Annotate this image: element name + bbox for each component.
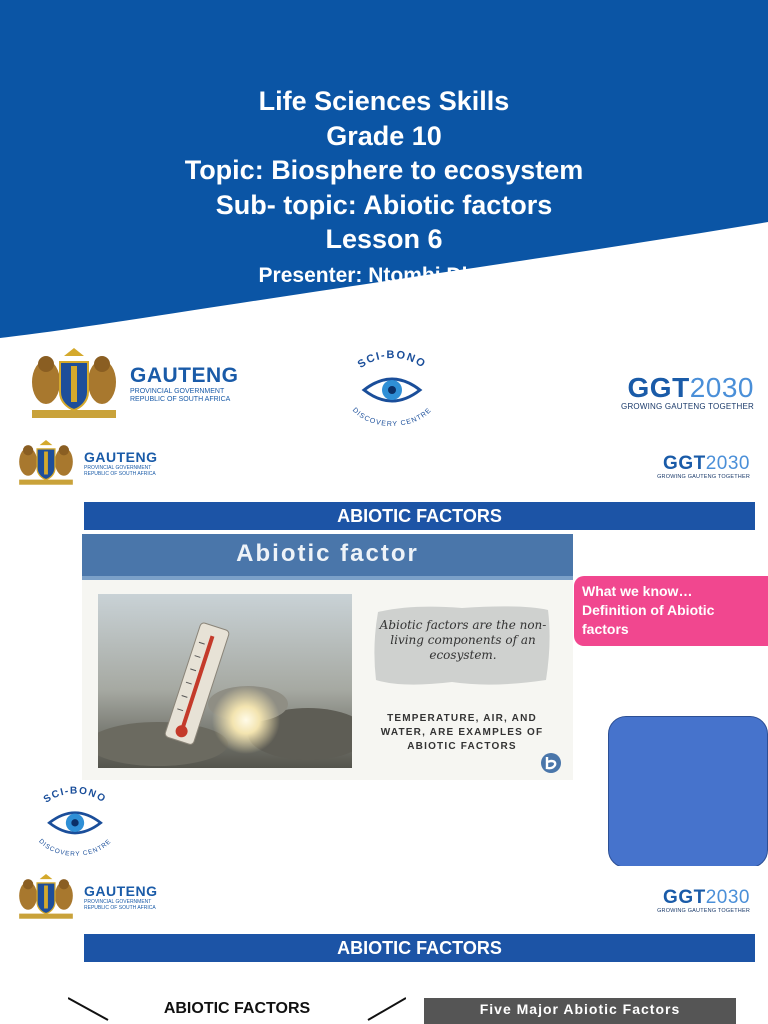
title-line: Topic: Biosphere to ecosystem (184, 155, 584, 185)
eye-icon (49, 813, 100, 833)
title-line: Lesson 6 (325, 224, 443, 254)
gauteng-name: GAUTENG (84, 449, 158, 465)
ggt2030-logo (650, 454, 750, 480)
section-heading: ABIOTIC FACTORS (84, 934, 755, 962)
note-line: What we know… (582, 583, 693, 599)
title-line: Life Sciences Skills (258, 86, 510, 116)
ggt-wordmark: GGT (663, 453, 706, 474)
examples-text: TEMPERATURE, AIR, AND WATER, ARE EXAMPLES OF ABIOTIC FACTORS (380, 713, 544, 752)
gauteng-name: GAUTENG (130, 364, 239, 387)
abiotic-definition-slide (0, 430, 768, 866)
gauteng-logo (24, 348, 239, 420)
ggt-year: 2030 (705, 453, 750, 474)
thermometer-sky-photo (98, 594, 352, 768)
five-factors-image (424, 998, 736, 1024)
diagram-title: ABIOTIC FACTORS (163, 1000, 311, 1017)
image-header (82, 534, 573, 580)
brand-mark-icon (540, 752, 562, 774)
ggt2030-logo (614, 374, 754, 411)
gauteng-subtitle: PROVINCIAL GOVERNMENT (84, 465, 152, 471)
gauteng-subtitle: PROVINCIAL GOVERNMENT (84, 899, 152, 905)
gauteng-subtitle: REPUBLIC OF SOUTH AFRICA (130, 396, 231, 403)
sci-bono-logo (20, 786, 130, 856)
gauteng-subtitle: REPUBLIC OF SOUTH AFRICA (84, 905, 156, 911)
abiotic-factors-diagram (68, 996, 406, 1024)
sci-bono-name: SCI-BONO (41, 786, 109, 806)
ggt-year: 2030 (689, 372, 754, 403)
ggt-wordmark: GGT (663, 887, 706, 908)
title-line: Grade 10 (326, 120, 442, 151)
gauteng-subtitle: PROVINCIAL GOVERNMENT (130, 388, 225, 395)
note-line: factors (582, 621, 629, 637)
image-title: Abiotic factor (236, 540, 419, 567)
abiotic-factors-slide (0, 866, 768, 1024)
presenter-name: Presenter: Ntombi Dladla (258, 264, 510, 287)
eye-icon (364, 379, 420, 401)
gauteng-name: GAUTENG (84, 883, 158, 899)
sci-bono-tagline: DISCOVERY CENTRE (37, 837, 113, 856)
coat-of-arms-icon (24, 348, 124, 420)
ggt-tagline: GROWING GAUTENG TOGETHER (621, 402, 754, 411)
note-line: Definition of Abiotic (582, 602, 715, 618)
sci-bono-name: SCI-BONO (355, 350, 429, 371)
gauteng-subtitle: REPUBLIC OF SOUTH AFRICA (84, 471, 156, 477)
coat-of-arms-icon (14, 440, 78, 486)
sci-bono-tagline: DISCOVERY CENTRE (350, 406, 434, 426)
ggt-tagline: GROWING GAUTENG TOGETHER (657, 474, 750, 480)
svg-text:SCI-BONO (42, 786, 108, 805)
blue-answer-box (608, 716, 768, 868)
abiotic-factor-image (82, 534, 573, 780)
definition-text: Abiotic factors are the non-living components of an ecosystem. (379, 618, 547, 662)
title-line: Sub- topic: Abiotic factors (215, 189, 553, 220)
ggt2030-logo (650, 888, 750, 914)
ggt-wordmark: GGT (627, 372, 690, 403)
gauteng-logo (14, 874, 158, 920)
five-factors-title: Five Major Abiotic Factors (479, 1001, 681, 1017)
title-slide (0, 0, 768, 430)
sci-bono-logo (332, 350, 452, 426)
coat-of-arms-icon (14, 874, 78, 920)
gauteng-logo (14, 440, 158, 486)
svg-text:DISCOVERY CENTRE (37, 838, 113, 856)
ggt-tagline: GROWING GAUTENG TOGETHER (657, 908, 750, 914)
svg-text:SCI-BONO (356, 350, 429, 371)
ggt-year: 2030 (705, 887, 750, 908)
slide-title (0, 84, 768, 257)
section-heading: ABIOTIC FACTORS (84, 502, 755, 530)
svg-text:DISCOVERY CENTRE (351, 407, 433, 426)
what-we-know-note (574, 576, 768, 646)
